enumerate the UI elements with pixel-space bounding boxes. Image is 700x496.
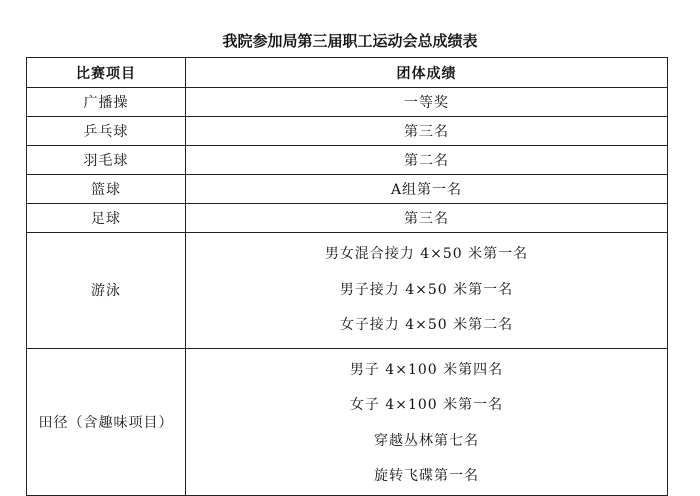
event-cell: 广播操 xyxy=(27,88,186,117)
event-cell: 田径（含趣味项目） xyxy=(27,348,186,495)
header-result: 团体成绩 xyxy=(186,58,668,88)
event-cell: 足球 xyxy=(27,204,186,233)
event-cell: 游泳 xyxy=(27,233,186,349)
result-cell: 第三名 xyxy=(186,117,668,146)
result-cell: 一等奖 xyxy=(186,88,668,117)
results-table xyxy=(26,57,668,496)
result-cell: 第二名 xyxy=(186,146,668,175)
table-row xyxy=(27,175,668,204)
document-title: 我院参加局第三届职工运动会总成绩表 xyxy=(222,32,478,50)
header-event: 比赛项目 xyxy=(27,58,186,88)
result-line: 男女混合接力 4×50 米第一名 xyxy=(324,246,529,262)
result-cell-multi xyxy=(186,348,668,495)
result-cell: A组第一名 xyxy=(186,175,668,204)
result-cell-multi xyxy=(186,233,668,349)
result-line: 男子 4×100 米第四名 xyxy=(349,361,504,378)
result-line: 穿越丛林第七名 xyxy=(374,432,479,449)
result-line: 女子接力 4×50 米第二名 xyxy=(339,317,514,333)
event-cell: 篮球 xyxy=(27,175,186,204)
table-row-swimming xyxy=(27,233,668,349)
table-row xyxy=(27,117,668,146)
table-row xyxy=(27,88,668,117)
table-row xyxy=(27,204,668,233)
result-line: 旋转飞碟第一名 xyxy=(374,468,479,484)
event-cell: 乒乓球 xyxy=(27,117,186,146)
table-header-row xyxy=(27,58,668,88)
table-row xyxy=(27,146,668,175)
table-row-track xyxy=(27,348,668,495)
result-line: 女子 4×100 米第一名 xyxy=(349,397,504,413)
event-cell: 羽毛球 xyxy=(27,146,186,175)
result-line: 男子接力 4×50 米第一名 xyxy=(339,281,514,298)
result-cell: 第三名 xyxy=(186,204,668,233)
